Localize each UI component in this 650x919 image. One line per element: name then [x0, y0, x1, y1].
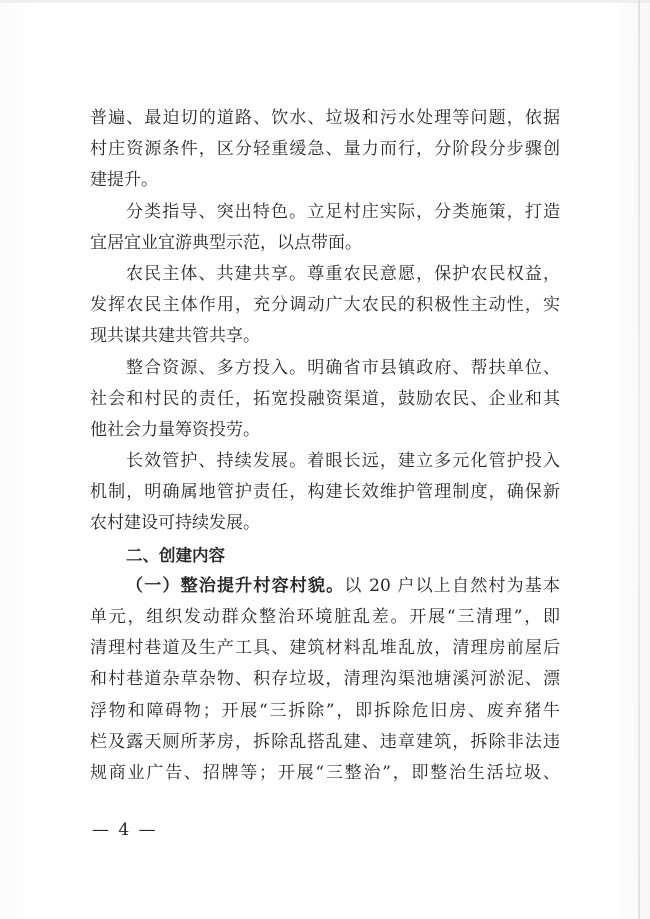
- paragraph: [90, 571, 560, 789]
- paragraph: [90, 353, 560, 447]
- document-body: [90, 103, 560, 789]
- text-line: 清理村巷道及生产工具、建筑材料乱堆乱放，清理房前屋后: [90, 638, 560, 659]
- text-line: 单元，组织发动群众整治环境脏乱差。开展“三清理”，即: [90, 607, 560, 627]
- text-line: 社会和村民的责任，拓宽投融资渠道，鼓励农民、企业和其: [90, 388, 560, 409]
- text-line: [90, 571, 560, 602]
- paragraph: [90, 197, 560, 259]
- paragraph: [90, 259, 560, 353]
- section-heading: 二、创建内容: [126, 545, 225, 565]
- subsection-title: （一）整治提升村容村貌。: [126, 575, 345, 596]
- text-line: 分类指导、突出特色。立足村庄实际，分类施策，打造: [126, 201, 560, 222]
- text-line: 和村巷道杂草杂物、积存垃圾，清理沟渠池塘溪河淤泥、漂: [90, 669, 560, 690]
- text-line: 机制，明确属地管护责任，构建长效维护管理制度，确保新: [90, 482, 560, 503]
- text-line: 整合资源、多方投入。明确省市县镇政府、帮扶单位、: [126, 357, 560, 378]
- paragraph: [90, 103, 560, 197]
- text-line: 长效管护、持续发展。着眼长远，建立多元化管护投入: [126, 451, 560, 472]
- text-line: 浮物和障碍物；开展“三拆除”，即拆除危旧房、废弃猪牛: [90, 700, 560, 721]
- text-line: 现共谋共建共管共享。: [90, 326, 260, 347]
- text-line: 发挥农民主体作用，充分调动广大农民的积极性主动性，实: [90, 295, 560, 316]
- page-number: — 4 —: [92, 820, 158, 840]
- text-line: 他社会力量筹资投劳。: [90, 419, 260, 440]
- text-line: 宜居宜业宜游典型示范，以点带面。: [90, 232, 362, 253]
- paragraph: [90, 446, 560, 540]
- text-line: 农村建设可持续发展。: [90, 513, 260, 534]
- text-line: 建提升。: [90, 170, 158, 191]
- text-line: 普遍、最迫切的道路、饮水、垃圾和污水处理等问题，依据: [90, 108, 560, 128]
- text-line: 规商业广告、招牌等；开展“三整治”，即整治生活垃圾、: [90, 762, 560, 783]
- text-span: 以 20 户以上自然村为基本: [344, 575, 560, 596]
- scan-edge-top: [0, 0, 650, 3]
- text-line: 村庄资源条件，区分轻重缓急、量力而行，分阶段分步骤创: [90, 139, 560, 160]
- text-line: 栏及露天厕所茅房，拆除乱搭乱建、违章建筑，拆除非法违: [90, 731, 560, 752]
- text-line: 农民主体、共建共享。尊重农民意愿，保护农民权益，: [126, 263, 560, 284]
- scan-edge-right: [638, 0, 640, 919]
